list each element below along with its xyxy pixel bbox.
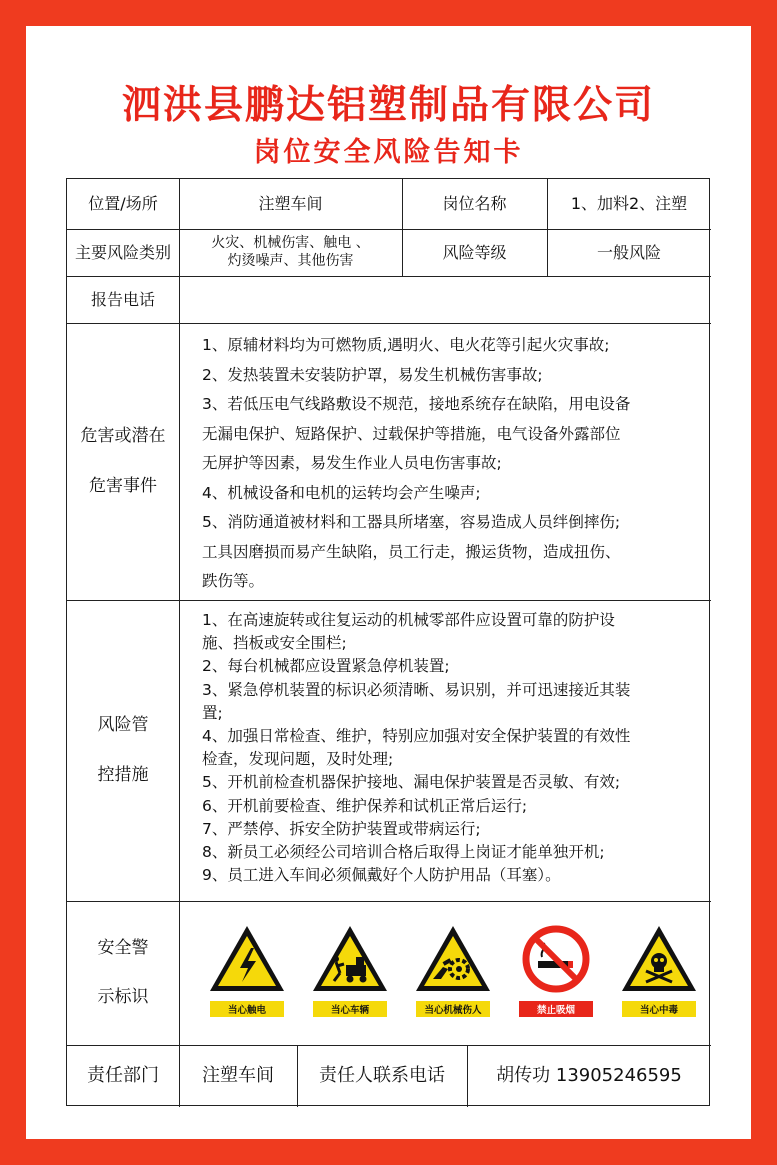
sign-caption: 当心触电 [210, 1001, 284, 1017]
measure-line: 7、严禁停、拆安全防护装置或带病运行; [202, 819, 481, 838]
measure-line: 1、在高速旋转或往复运动的机械零部件应设置可靠的防护设 [202, 611, 615, 629]
phone-label: 报告电话 [90, 289, 155, 309]
measures-label-line: 风险管 [97, 715, 149, 736]
risk-type-line: 灼烫噪声、其他伤害 [227, 252, 354, 269]
sign-vehicle [305, 923, 395, 1023]
measure-line: 5、开机前检查机器保护接地、漏电保护装置是否灵敏、有效; [202, 773, 621, 792]
hazard-line: 2、发热装置未安装防护罩，易发生机械伤害事故; [202, 365, 543, 384]
measures-label [67, 600, 179, 901]
sign-electric-shock [202, 923, 292, 1023]
risk-level-label: 风险等级 [442, 242, 507, 262]
risk-level-value: 一般风险 [596, 242, 661, 262]
vehicle-warning-icon [310, 923, 390, 995]
sign-caption: 禁止吸烟 [519, 1001, 593, 1017]
hazards-label-line: 危害事件 [89, 475, 157, 496]
risk-type-label: 主要风险类别 [74, 242, 171, 262]
measure-line: 3、紧急停机装置的标识必须清晰、易识别，并可迅速接近其装 [202, 680, 631, 699]
hazards-label-line: 危害或潜在 [80, 426, 166, 447]
hazards-text [202, 331, 702, 597]
signs-label-line: 安全警 [97, 937, 149, 958]
measure-line: 8、新员工必须经公司培训合格后取得上岗证才能单独开机; [202, 843, 605, 862]
phone-value [179, 276, 711, 323]
measure-line: 检查，发现问题，及时处理; [202, 750, 394, 769]
sign-caption: 当心中毒 [622, 1001, 696, 1017]
risk-notice-card [26, 26, 751, 1139]
sign-machinery [408, 923, 498, 1023]
hazard-line: 无漏电保护、短路保护、过载保护等措施，电气设备外露部位 [202, 424, 621, 443]
measure-line: 4、加强日常检查、维护，特别应加强对安全保护装置的有效性 [202, 727, 631, 746]
risk-table [66, 178, 710, 1106]
measure-line: 9、员工进入车间必须佩戴好个人防护用品（耳塞）。 [202, 866, 561, 885]
measure-line: 置; [202, 703, 223, 722]
hazard-line: 工具因磨损而易产生缺陷，员工行走，搬运货物，造成扭伤、 [202, 542, 621, 561]
location-value: 注塑车间 [258, 194, 323, 214]
measure-line: 6、开机前要检查、维护保养和试机正常后运行; [202, 796, 528, 815]
risk-type-line: 火灾、机械伤害、触电 、 [211, 235, 370, 251]
hazard-line: 4、机械设备和电机的运转均会产生噪声; [202, 483, 481, 502]
measure-line: 施、挡板或安全围栏; [202, 634, 347, 653]
hazard-line: 5、消防通道被材料和工器具所堵塞，容易造成人员绊倒摔伤; [202, 513, 621, 531]
post-value: 1、加料2、注塑 [570, 194, 688, 214]
card-title: 岗位安全风险告知卡 [253, 137, 524, 168]
machinery-warning-icon [413, 923, 493, 995]
no-smoking-icon [516, 923, 596, 995]
dept-value: 注塑车间 [202, 1064, 274, 1086]
company-name: 泗洪县鹏达铝塑制品有限公司 [121, 83, 655, 128]
signs-label [67, 901, 179, 1045]
dept-label: 责任部门 [87, 1064, 159, 1086]
measures-text [202, 609, 702, 887]
post-label: 岗位名称 [442, 194, 507, 214]
sign-caption: 当心机械伤人 [416, 1001, 490, 1017]
hazards-label [67, 323, 179, 600]
electric-shock-icon [207, 923, 287, 995]
hazard-line: 无屏护等因素，易发生作业人员电伤害事故; [202, 454, 502, 472]
measure-line: 2、每台机械都应设置紧急停机装置; [202, 657, 450, 676]
signs-label-line: 示标识 [97, 987, 149, 1007]
risk-type-value [179, 229, 402, 276]
sign-poison [614, 923, 704, 1023]
contact-value: 胡传功 13905246595 [496, 1064, 682, 1086]
hazard-line: 跌伤等。 [202, 572, 265, 590]
hazard-line: 3、若低压电气线路敷设不规范，接地系统存在缺陷，用电设备 [202, 395, 631, 413]
hazard-line: 1、原辅材料均为可燃物质,遇明火、电火花等引起火灾事故; [202, 336, 610, 354]
sign-no-smoking [511, 923, 601, 1023]
contact-label: 责任人联系电话 [319, 1064, 445, 1086]
poison-warning-icon [619, 923, 699, 995]
measures-label-line: 控措施 [97, 764, 149, 785]
warning-signs [202, 899, 707, 1039]
location-label: 位置/场所 [88, 194, 158, 214]
sign-caption: 当心车辆 [313, 1001, 387, 1017]
